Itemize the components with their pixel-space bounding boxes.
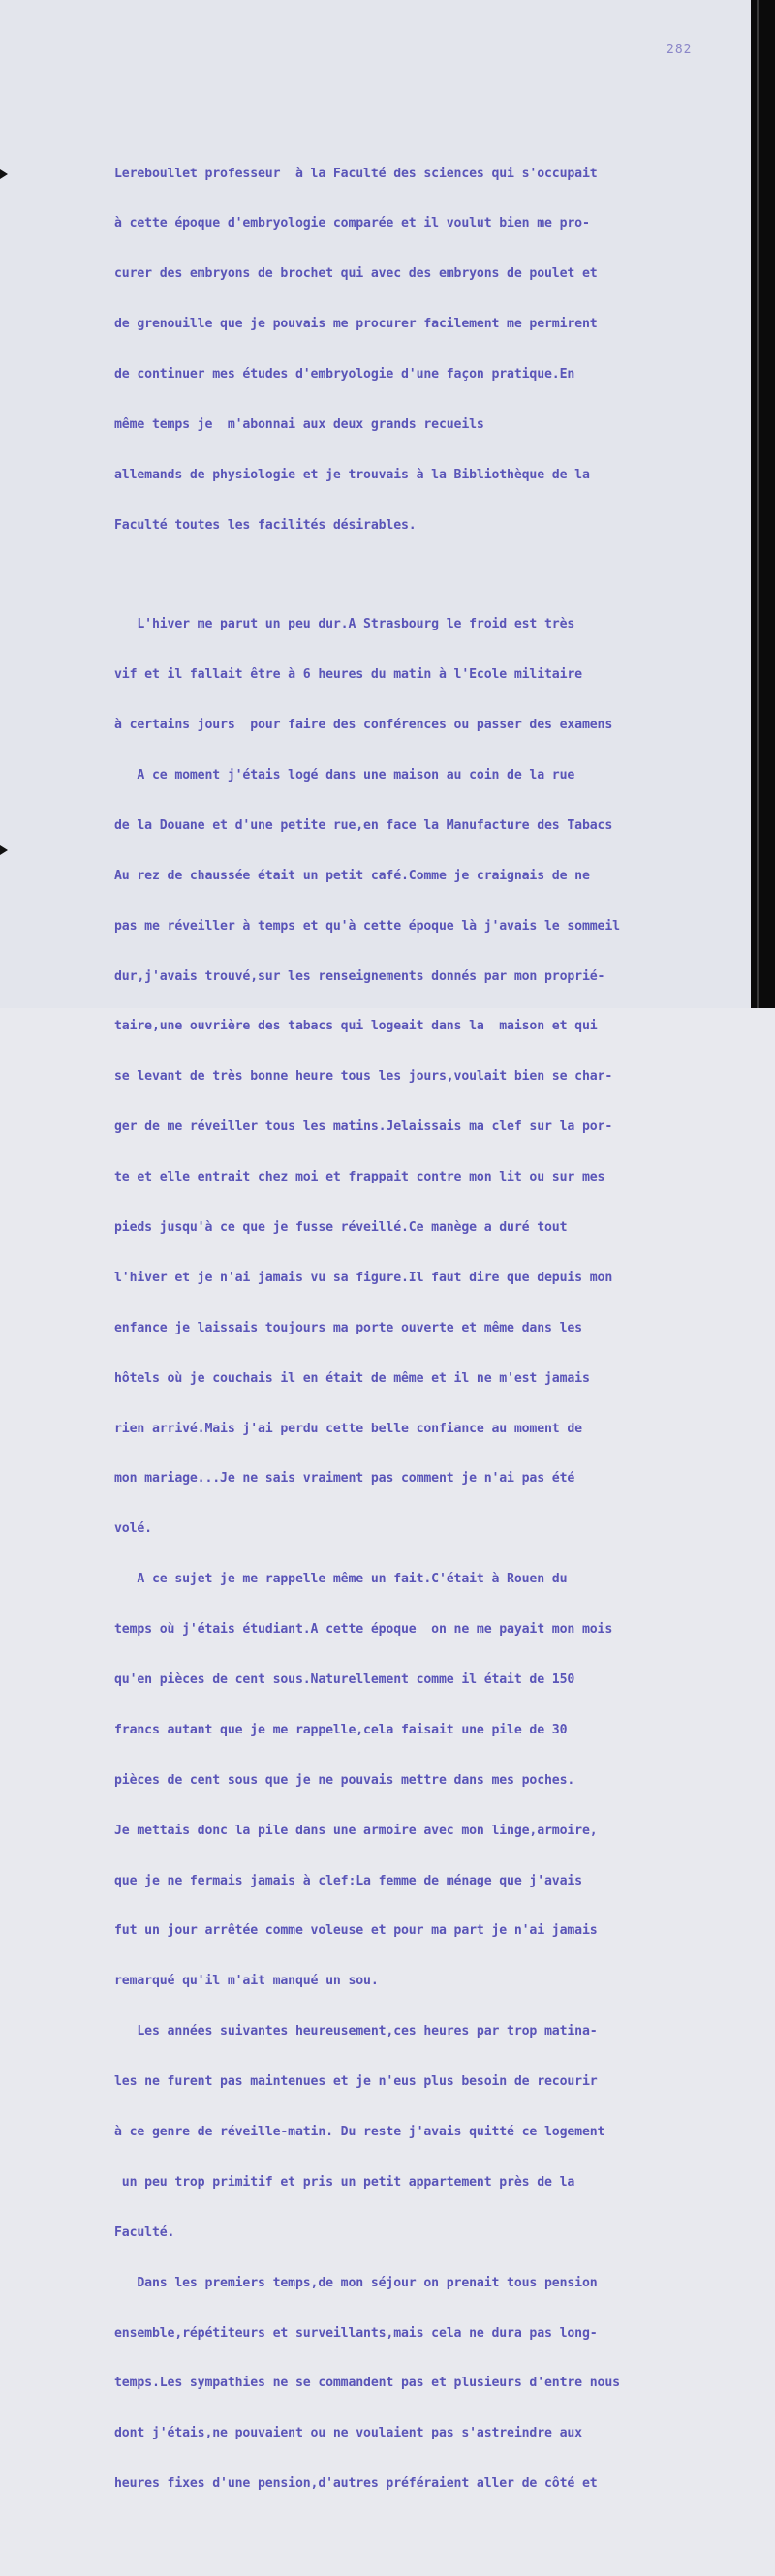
text-line: Au rez de chaussée était un petit café.Comme je craignais de ne bbox=[114, 868, 590, 883]
paragraph-gap bbox=[114, 567, 754, 583]
text-line: Faculté. bbox=[114, 2224, 175, 2240]
text-line: ensemble,répétiteurs et surveillants,mais cela ne dura pas long- bbox=[114, 2325, 598, 2341]
text-line: hôtels où je couchais il en était de même et il ne m'est jamais bbox=[114, 1370, 590, 1386]
text-line: mon mariage...Je ne sais vraiment pas comment je n'ai pas été bbox=[114, 1471, 575, 1487]
text-line: fut un jour arrêtée comme voleuse et pour ma part je n'ai jamais bbox=[114, 1923, 598, 1939]
text-line: se levant de très bonne heure tous les jours,voulait bien se char- bbox=[114, 1069, 613, 1085]
text-line: qu'en pièces de cent sous.Naturellement comme il était de 150 bbox=[114, 1672, 575, 1688]
text-line: ger de me réveiller tous les matins.Jelaissais ma clef sur la por- bbox=[114, 1119, 613, 1135]
text-line: à cette époque d'embryologie comparée et il voulut bien me pro- bbox=[114, 216, 590, 231]
text-line: Les années suivantes heureusement,ces heures par trop matina- bbox=[114, 2024, 598, 2039]
scan-edge bbox=[751, 0, 775, 1008]
text-line: un peu trop primitif et pris un petit appartement près de la bbox=[114, 2174, 575, 2190]
margin-arrow-icon bbox=[0, 845, 8, 855]
text-line: francs autant que je me rappelle,cela faisait une pile de 30 bbox=[114, 1722, 568, 1737]
text-line: de grenouille que je pouvais me procurer facilement me permirent bbox=[114, 317, 598, 332]
text-line: rien arrivé.Mais j'ai perdu cette belle confiance au moment de bbox=[114, 1421, 582, 1436]
text-line: Je mettais donc la pile dans une armoire avec mon linge,armoire, bbox=[114, 1823, 598, 1838]
page-number: 282 bbox=[666, 43, 693, 57]
text-line: à ce genre de réveille-matin. Du reste j'avais quitté ce logement bbox=[114, 2125, 605, 2140]
body-text bbox=[114, 132, 754, 2576]
text-line: L'hiver me parut un peu dur.A Strasbourg le froid est très bbox=[114, 617, 575, 632]
text-line: dur,j'avais trouvé,sur les renseignements donnés par mon proprié- bbox=[114, 968, 605, 984]
text-line: pieds jusqu'à ce que je fusse réveillé.Ce manège a duré tout bbox=[114, 1220, 568, 1235]
scan-edge-stripe bbox=[757, 0, 760, 1008]
text-line: A ce sujet je me rappelle même un fait.C'était à Rouen du bbox=[114, 1572, 568, 1587]
text-line: te et elle entrait chez moi et frappait contre mon lit ou sur mes bbox=[114, 1170, 605, 1185]
text-line: curer des embryons de brochet qui avec des embryons de poulet et bbox=[114, 266, 598, 282]
text-line: heures fixes d'une pension,d'autres préféraient aller de côté et bbox=[114, 2476, 598, 2492]
text-line: allemands de physiologie et je trouvais à la Bibliothèque de la bbox=[114, 467, 590, 482]
text-line: Lereboullet professeur à la Faculté des sciences qui s'occupait bbox=[114, 166, 598, 181]
text-line: pas me réveiller à temps et qu'à cette époque là j'avais le sommeil bbox=[114, 918, 620, 934]
text-line: que je ne fermais jamais à clef:La femme de ménage que j'avais bbox=[114, 1873, 582, 1888]
text-line: dont j'étais,ne pouvaient ou ne voulaient pas s'astreindre aux bbox=[114, 2426, 582, 2441]
margin-arrow-icon bbox=[0, 169, 8, 179]
text-line: les ne furent pas maintenues et je n'eus plus besoin de recourir bbox=[114, 2074, 598, 2090]
text-line: volé. bbox=[114, 1521, 152, 1537]
text-line: remarqué qu'il m'ait manqué un sou. bbox=[114, 1974, 379, 1989]
text-line: temps où j'étais étudiant.A cette époque on ne me payait mon mois bbox=[114, 1622, 613, 1638]
text-line: vif et il fallait être à 6 heures du matin à l'Ecole militaire bbox=[114, 667, 582, 683]
text-line: pièces de cent sous que je ne pouvais mettre dans mes poches. bbox=[114, 1772, 575, 1788]
text-line bbox=[114, 2526, 754, 2542]
text-line: A ce moment j'étais logé dans une maison au coin de la rue bbox=[114, 767, 575, 782]
text-line: de la Douane et d'une petite rue,en face la Manufacture des Tabacs bbox=[114, 817, 613, 833]
text-line: l'hiver et je n'ai jamais vu sa figure.Il faut dire que depuis mon bbox=[114, 1270, 613, 1285]
text-line: taire,une ouvrière des tabacs qui logeait dans la maison et qui bbox=[114, 1019, 598, 1034]
text-line: même temps je m'abonnai aux deux grands recueils bbox=[114, 417, 484, 433]
text-line: temps.Les sympathies ne se commandent pas et plusieurs d'entre nous bbox=[114, 2376, 620, 2391]
text-line: Dans les premiers temps,de mon séjour on prenait tous pension bbox=[114, 2275, 598, 2290]
text-line: à certains jours pour faire des conférences ou passer des examens bbox=[114, 718, 613, 733]
text-line: de continuer mes études d'embryologie d'une façon pratique.En bbox=[114, 367, 575, 383]
text-line: Faculté toutes les facilités désirables. bbox=[114, 517, 417, 533]
text-line: enfance je laissais toujours ma porte ouverte et même dans les bbox=[114, 1320, 582, 1335]
